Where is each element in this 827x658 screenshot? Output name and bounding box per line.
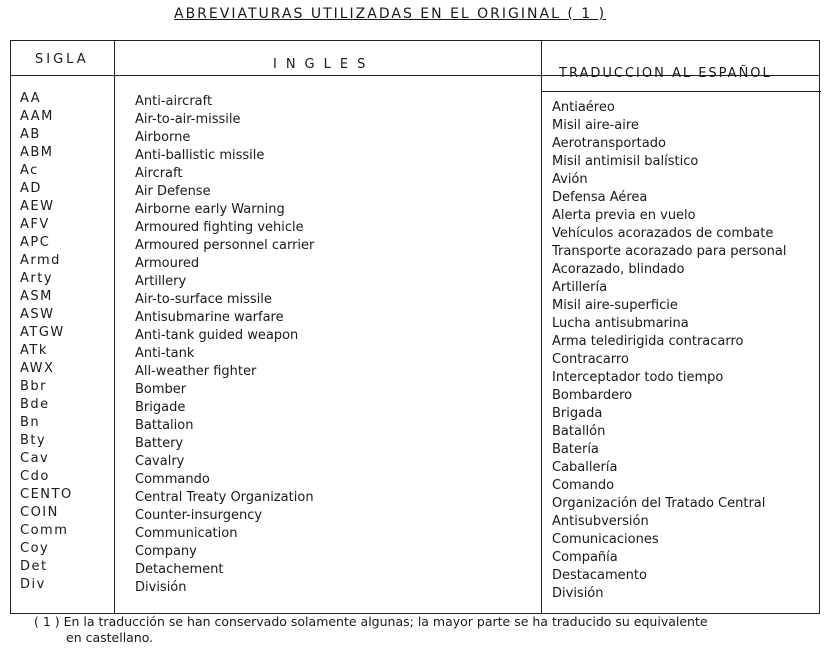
traduccion-cell: Comando: [552, 478, 615, 493]
ingles-cell: Detachement: [135, 562, 224, 577]
ingles-cell: All-weather fighter: [135, 364, 257, 379]
traduccion-cell: Alerta previa en vuelo: [552, 208, 696, 223]
sigla-cell: AB: [20, 127, 41, 142]
footnote: [34, 614, 708, 646]
sigla-cell: Det: [20, 559, 48, 574]
traduccion-cell: Aerotransportado: [552, 136, 666, 151]
sigla-cell: ASM: [20, 289, 53, 304]
ingles-cell: Anti-ballistic missile: [135, 148, 265, 163]
sigla-cell: CENTO: [20, 487, 73, 502]
page-title: ABREVIATURAS UTILIZADAS EN EL ORIGINAL ( 1 ): [174, 6, 607, 22]
ingles-cell: Anti-tank: [135, 346, 195, 361]
traduccion-cell: Destacamento: [552, 568, 647, 583]
ingles-cell: Communication: [135, 526, 238, 541]
traduccion-cell: Batería: [552, 442, 599, 457]
ingles-cell: Armoured: [135, 256, 200, 271]
sigla-cell: AEW: [20, 199, 55, 214]
ingles-cell: Air-to-surface missile: [135, 292, 272, 307]
traduccion-cell: Lucha antisubmarina: [552, 316, 689, 331]
traduccion-cell: Interceptador todo tiempo: [552, 370, 724, 385]
ingles-cell: Artillery: [135, 274, 187, 289]
sigla-cell: AA: [20, 91, 42, 106]
ingles-cell: Battalion: [135, 418, 194, 433]
ingles-cell: Cavalry: [135, 454, 185, 469]
sigla-cell: Coy: [20, 541, 50, 556]
footnote-line-2: en castellano.: [66, 630, 154, 645]
sigla-cell: ABM: [20, 145, 54, 160]
sigla-cell: APC: [20, 235, 51, 250]
ingles-cell: Commando: [135, 472, 210, 487]
sigla-cell: ASW: [20, 307, 55, 322]
sigla-cell: Arty: [20, 271, 54, 286]
traduccion-cell: Comunicaciones: [552, 532, 659, 547]
traduccion-cell: Vehículos acorazados de combate: [552, 226, 774, 241]
ingles-cell: Antisubmarine warfare: [135, 310, 284, 325]
header-sigla: SIGLA: [35, 52, 89, 67]
sigla-cell: AWX: [20, 361, 55, 376]
sigla-cell: Cdo: [20, 469, 50, 484]
ingles-cell: Armoured fighting vehicle: [135, 220, 304, 235]
traduccion-cell: Acorazado, blindado: [552, 262, 685, 277]
ingles-cell: Company: [135, 544, 197, 559]
sigla-cell: ATk: [20, 343, 48, 358]
traduccion-cell: Antiaéreo: [552, 100, 615, 115]
footnote-line-1: ( 1 ) En la traducción se han conservado solamente algunas; la mayor parte se ha traducido su equivalente: [34, 614, 708, 629]
traduccion-cell: Misil aire-superficie: [552, 298, 678, 313]
traduccion-cell: División: [552, 586, 604, 601]
ingles-cell: Bomber: [135, 382, 187, 397]
sigla-cell: Bn: [20, 415, 41, 430]
ingles-cell: Aircraft: [135, 166, 183, 181]
ingles-cell: Airborne: [135, 130, 191, 145]
sigla-cell: Bty: [20, 433, 47, 448]
ingles-cell: Battery: [135, 436, 184, 451]
traduccion-cell: Avión: [552, 172, 588, 187]
sigla-cell: AFV: [20, 217, 50, 232]
ingles-column: [135, 93, 314, 597]
traduccion-cell: Misil aire-aire: [552, 118, 639, 133]
sigla-cell: Cav: [20, 451, 50, 466]
ingles-cell: Airborne early Warning: [135, 202, 285, 217]
traduccion-cell: Batallón: [552, 424, 606, 439]
sigla-cell: ATGW: [20, 325, 65, 340]
ingles-cell: Air-to-air-missile: [135, 112, 241, 127]
traduccion-cell: Artillería: [552, 280, 608, 295]
traduccion-cell: Caballería: [552, 460, 618, 475]
sigla-cell: Comm: [20, 523, 69, 538]
header-ingles: INGLES: [273, 57, 375, 72]
traduccion-cell: Misil antimisil balístico: [552, 154, 699, 169]
ingles-cell: Anti-tank guided weapon: [135, 328, 299, 343]
traduccion-cell: Brigada: [552, 406, 603, 421]
header-traduccion: TRADUCCION AL ESPAÑOL: [559, 66, 772, 81]
traduccion-cell: Antisubversión: [552, 514, 649, 529]
ingles-cell: División: [135, 580, 187, 595]
sigla-column: [20, 90, 73, 594]
sigla-cell: Ac: [20, 163, 39, 178]
sigla-cell: Armd: [20, 253, 61, 268]
traduccion-cell: Compañía: [552, 550, 618, 565]
sigla-cell: AAM: [20, 109, 54, 124]
traduccion-cell: Transporte acorazado para personal: [552, 244, 787, 259]
column-divider-1: [114, 41, 115, 613]
sigla-cell: COIN: [20, 505, 59, 520]
ingles-cell: Brigade: [135, 400, 186, 415]
traduccion-cell: Defensa Aérea: [552, 190, 648, 205]
sigla-cell: Bde: [20, 397, 50, 412]
traduccion-cell: Contracarro: [552, 352, 629, 367]
ingles-cell: Armoured personnel carrier: [135, 238, 315, 253]
sigla-cell: AD: [20, 181, 42, 196]
ingles-cell: Anti-aircraft: [135, 94, 213, 109]
traduccion-column: [552, 99, 786, 603]
ingles-cell: Counter-insurgency: [135, 508, 263, 523]
sigla-cell: Bbr: [20, 379, 48, 394]
traduccion-cell: Bombardero: [552, 388, 633, 403]
ingles-cell: Central Treaty Organization: [135, 490, 314, 505]
abbreviations-table: [10, 40, 820, 614]
traduccion-cell: Arma teledirigida contracarro: [552, 334, 744, 349]
header-divider-right: [541, 91, 821, 92]
ingles-cell: Air Defense: [135, 184, 211, 199]
sigla-cell: Div: [20, 577, 46, 592]
column-divider-2: [541, 41, 542, 613]
traduccion-cell: Organización del Tratado Central: [552, 496, 766, 511]
